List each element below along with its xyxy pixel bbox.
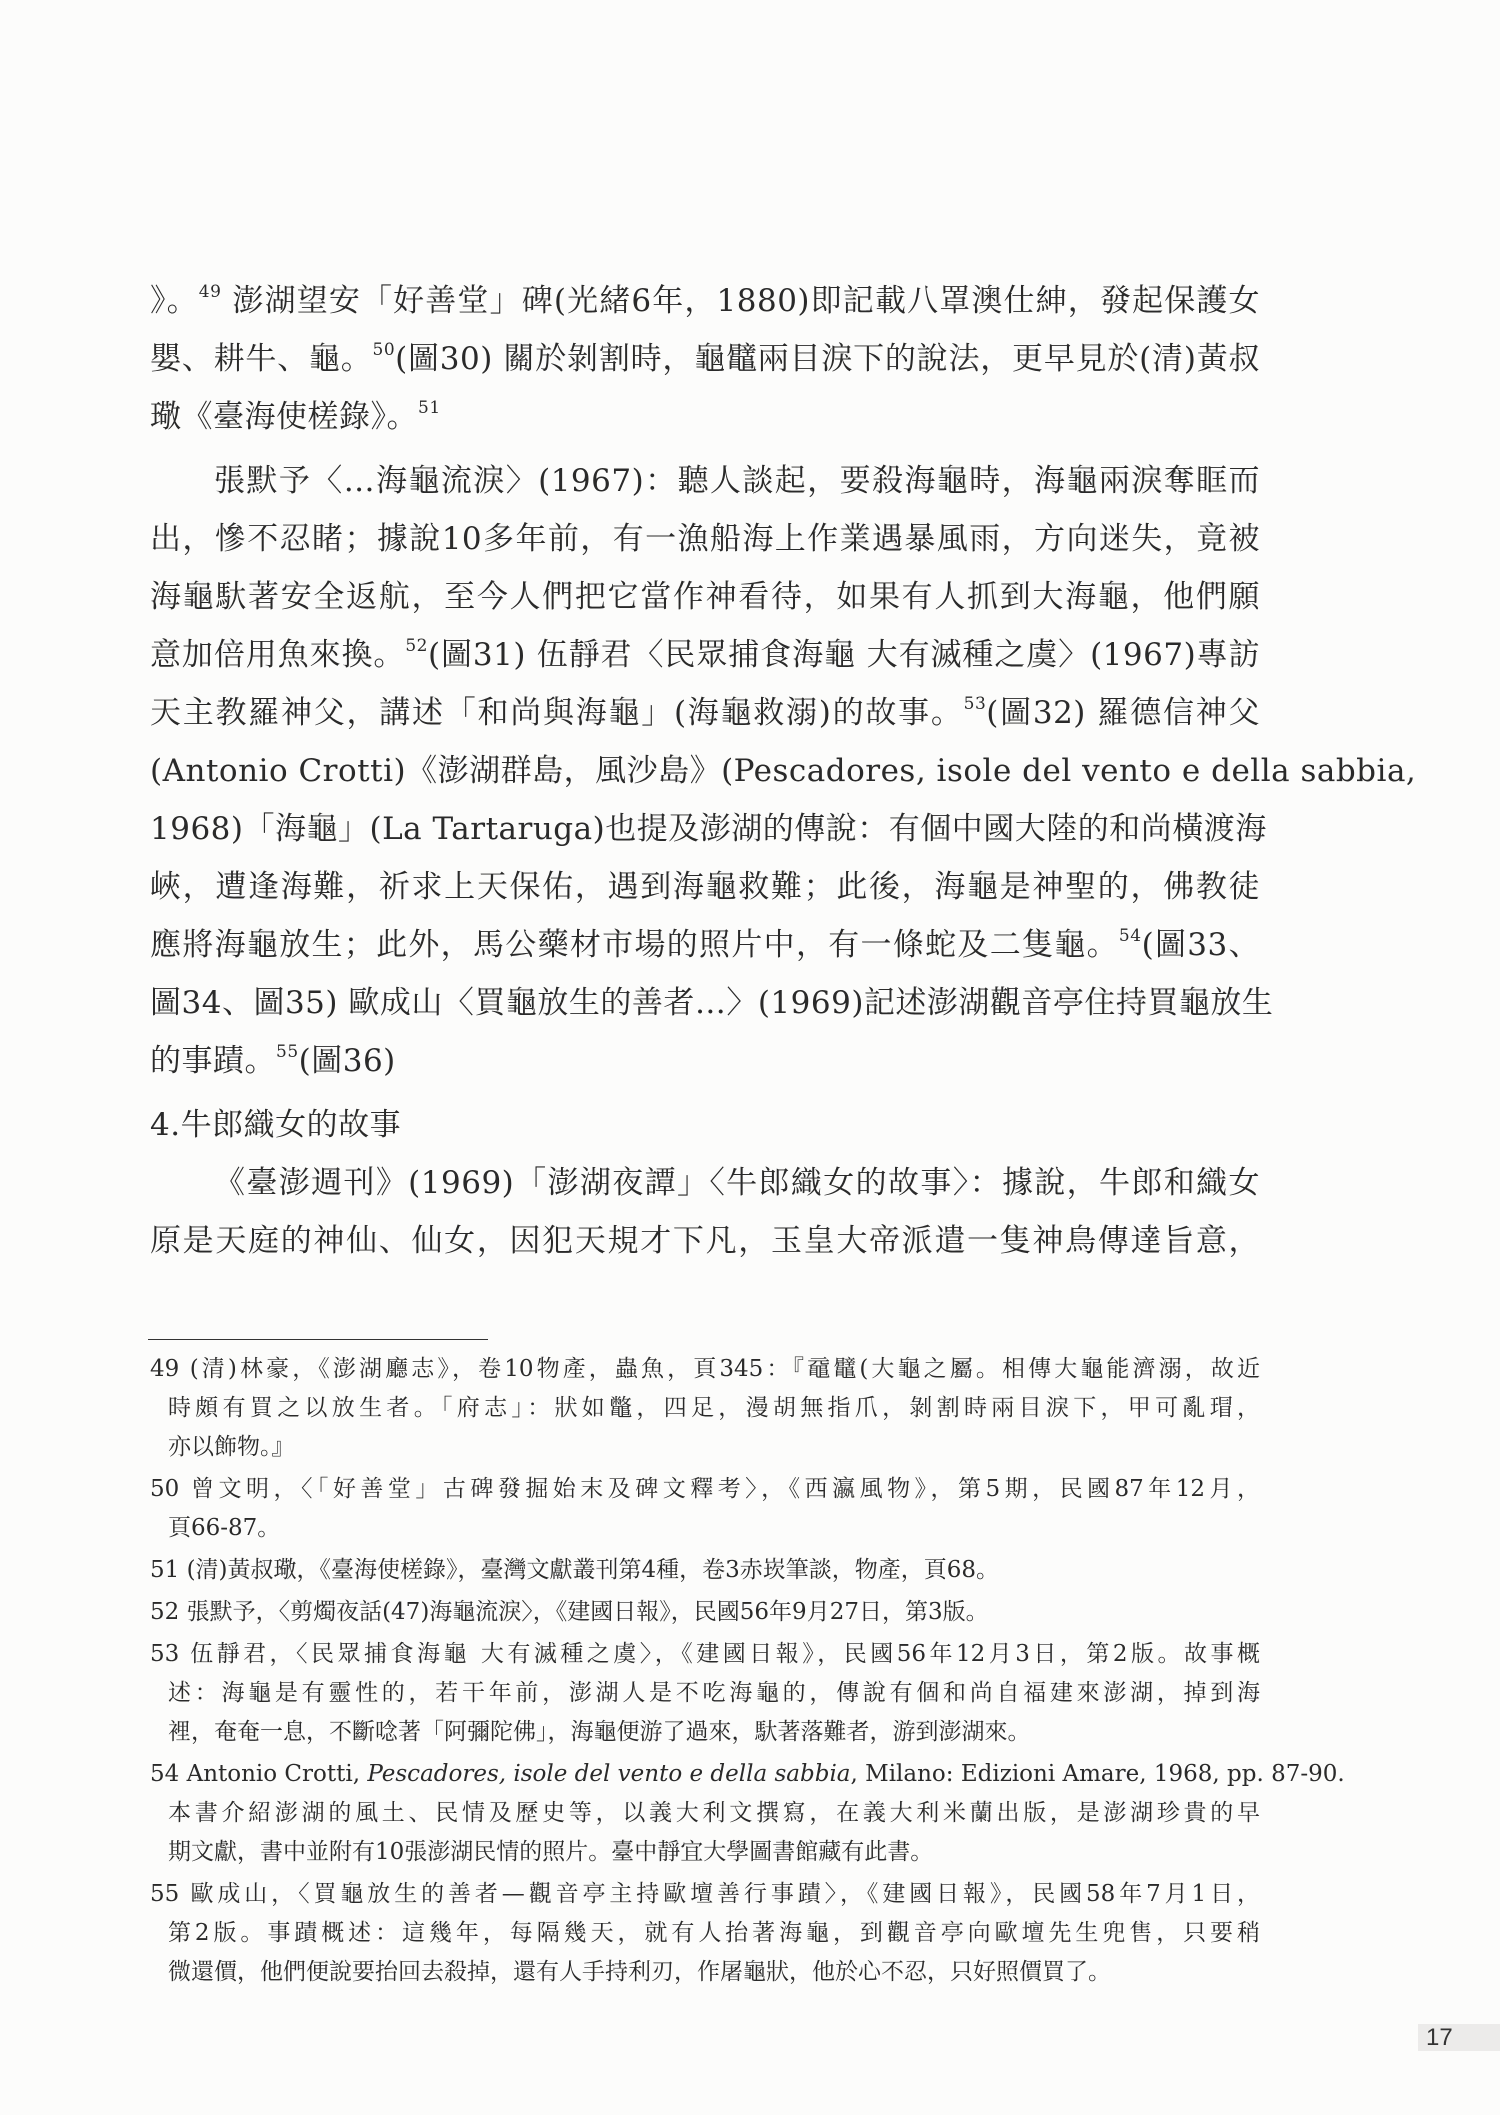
footnote: [150, 1635, 1260, 1752]
italic-title: Pescadores, isole del vento e della sabbia: [367, 1761, 851, 1787]
body-text: [150, 272, 1417, 1270]
footnote-line: [150, 1875, 1260, 1914]
footnote-ref: 54: [1118, 926, 1142, 946]
text-run: 4.牛郎織女的故事: [150, 1107, 402, 1143]
footnote-line: [150, 1914, 1260, 1953]
text-run: 嬰、耕牛、龜。: [150, 341, 373, 377]
text-run: 1968)「海龜」(La Tartaruga)也提及澎湖的傳說：有個中國大陸的和尚橫渡海: [150, 811, 1267, 847]
text-run: 的事蹟。: [150, 1043, 276, 1079]
footnotes: [150, 1350, 1345, 1995]
footnote-line: [150, 1350, 1260, 1389]
text-run: 54 Antonio Crotti,: [150, 1761, 368, 1787]
footnote-line: [150, 1755, 1345, 1794]
body-line: [150, 388, 1260, 446]
footnote-line: [150, 1389, 1260, 1428]
body-line: [150, 568, 1260, 626]
body-line: [150, 1032, 1260, 1090]
text-run: 55 歐成山，〈買龜放生的善者—觀音亭主持歐壇善行事蹟〉，《建國日報》，民國58年7月1日，: [150, 1881, 1260, 1907]
footnote-divider: [148, 1339, 488, 1340]
footnote: [150, 1593, 1260, 1632]
body-line: [150, 742, 1417, 800]
text-run: 頁66-87。: [168, 1515, 281, 1541]
text-run: 51 (清)黃叔璥，《臺海使槎錄》，臺灣文獻叢刊第4種，卷3赤崁筆談，物產，頁68。: [150, 1557, 1000, 1583]
body-line: [150, 916, 1260, 974]
text-run: 應將海龜放生；此外，馬公藥材市場的照片中，有一條蛇及二隻龜。: [150, 927, 1119, 963]
text-run: 53 伍靜君，〈民眾捕食海龜 大有滅種之虞〉，《建國日報》，民國56年12月3日，第2版。故事概: [150, 1641, 1260, 1667]
body-line: [150, 510, 1260, 568]
footnote-ref: 49: [198, 282, 222, 302]
footnote: [150, 1350, 1260, 1467]
text-run: 《臺澎週刊》(1969)「澎湖夜譚」〈牛郎織女的故事〉：據說，牛郎和織女: [214, 1165, 1260, 1201]
text-run: 述：海龜是有靈性的，若干年前，澎湖人是不吃海龜的，傳說有個和尚自福建來澎湖，掉到海: [168, 1680, 1260, 1706]
footnote-ref: 53: [963, 694, 987, 714]
footnote: [150, 1551, 1260, 1590]
text-run: (圖32) 羅德信神父: [986, 695, 1260, 731]
text-run: 50 曾文明，〈「好善堂」古碑發掘始末及碑文釋考〉，《西瀛風物》，第5期，民國87年12月，: [150, 1476, 1260, 1502]
footnote-ref: 51: [418, 398, 441, 418]
text-run: 》。: [150, 283, 199, 319]
text-run: 張默予〈…海龜流淚〉(1967)：聽人談起，要殺海龜時，海龜兩淚奪眶而: [214, 463, 1260, 499]
text-run: (Antonio Crotti)《澎湖群島，風沙島》(Pescadores, isole del vento e della sabbia,: [150, 753, 1417, 789]
footnote-line: [150, 1551, 1260, 1590]
text-run: 海龜馱著安全返航，至今人們把它當作神看待，如果有人抓到大海龜，他們願: [150, 579, 1260, 615]
body-line: [150, 452, 1260, 510]
text-run: 天主教羅神父，講述「和尚與海龜」(海龜救溺)的故事。: [150, 695, 964, 731]
text-run: (圖31) 伍靜君〈民眾捕食海龜 大有滅種之虞〉(1967)專訪: [427, 637, 1261, 673]
footnote-line: [150, 1428, 1260, 1467]
body-line: [150, 330, 1260, 388]
text-run: 裡，奄奄一息，不斷唸著「阿彌陀佛」，海龜便游了過來，馱著落難者，游到澎湖來。: [168, 1719, 1031, 1745]
footnote-line: [150, 1713, 1260, 1752]
body-line: [150, 272, 1260, 330]
text-run: 亦以飾物。』: [168, 1434, 295, 1460]
text-run: 49 (清)林豪，《澎湖廳志》，卷10物產，蟲魚，頁345：『黿鼊(大龜之屬。相傳大龜能濟溺，故近: [150, 1356, 1260, 1382]
text-run: 澎湖望安「好善堂」碑(光緒6年，1880)即記載八罩澳仕紳，發起保護女: [221, 283, 1261, 319]
text-run: 峽，遭逢海難，祈求上天保佑，遇到海龜救難；此後，海龜是神聖的，佛教徒: [150, 869, 1260, 905]
text-run: 微還價，他們便說要抬回去殺掉，還有人手持利刃，作屠龜狀，他於心不忍，只好照價買了。: [168, 1959, 1111, 1985]
body-line: [150, 974, 1274, 1032]
footnote-ref: 52: [405, 636, 428, 656]
body-line: [150, 626, 1260, 684]
section-heading: [150, 1096, 1260, 1154]
text-run: (圖30) 關於剝割時，龜鼊兩目淚下的說法，更早見於(清)黃叔: [395, 341, 1260, 377]
body-line: [150, 800, 1267, 858]
footnote-line: [150, 1635, 1260, 1674]
footnote-line: [150, 1953, 1260, 1992]
text-run: 時頗有買之以放生者。「府志」：狀如鼈，四足，漫胡無指爪，剝割時兩目淚下，甲可亂瑁，: [168, 1395, 1260, 1421]
body-line: [150, 684, 1260, 742]
text-run: 本書介紹澎湖的風土、民情及歷史等，以義大利文撰寫，在義大利米蘭出版，是澎湖珍貴的早: [168, 1800, 1260, 1826]
text-run: 52 張默予，〈剪燭夜話(47)海龜流淚〉，《建國日報》，民國56年9月27日，第3版。: [150, 1599, 989, 1625]
body-line: [150, 858, 1260, 916]
text-run: (圖33、: [1141, 927, 1260, 963]
footnote-line: [150, 1509, 1260, 1548]
footnote-line: [150, 1674, 1260, 1713]
text-run: 期文獻，書中並附有10張澎湖民情的照片。臺中靜宜大學圖書館藏有此書。: [168, 1839, 934, 1865]
footnote: [150, 1470, 1260, 1548]
text-run: , Milano: Edizioni Amare, 1968, pp. 87-90.: [850, 1761, 1345, 1787]
footnote: [150, 1875, 1260, 1992]
footnote: [150, 1755, 1345, 1872]
text-run: 出，慘不忍睹；據說10多年前，有一漁船海上作業遇暴風雨，方向迷失，竟被: [150, 521, 1260, 557]
footnote-line: [150, 1794, 1260, 1833]
footnote-ref: 50: [372, 340, 396, 360]
text-run: 意加倍用魚來換。: [150, 637, 406, 673]
footnote-line: [150, 1593, 1260, 1632]
footnote-ref: 55: [276, 1042, 299, 1062]
text-run: 原是天庭的神仙、仙女，因犯天規才下凡，玉皇大帝派遣一隻神鳥傳達旨意，: [150, 1223, 1260, 1259]
text-run: (圖36): [298, 1043, 396, 1079]
text-run: 第2版。事蹟概述：這幾年，每隔幾天，就有人抬著海龜，到觀音亭向歐壇先生兜售，只要稍: [168, 1920, 1260, 1946]
text-run: 圖34、圖35) 歐成山〈買龜放生的善者…〉(1969)記述澎湖觀音亭住持買龜放生: [150, 985, 1274, 1021]
text-run: 璥《臺海使槎錄》。: [150, 399, 418, 435]
footnote-line: [150, 1470, 1260, 1509]
body-line: [150, 1154, 1260, 1212]
page-number: 17: [1418, 2024, 1500, 2051]
footnote-line: [150, 1833, 1260, 1872]
body-line: [150, 1212, 1260, 1270]
